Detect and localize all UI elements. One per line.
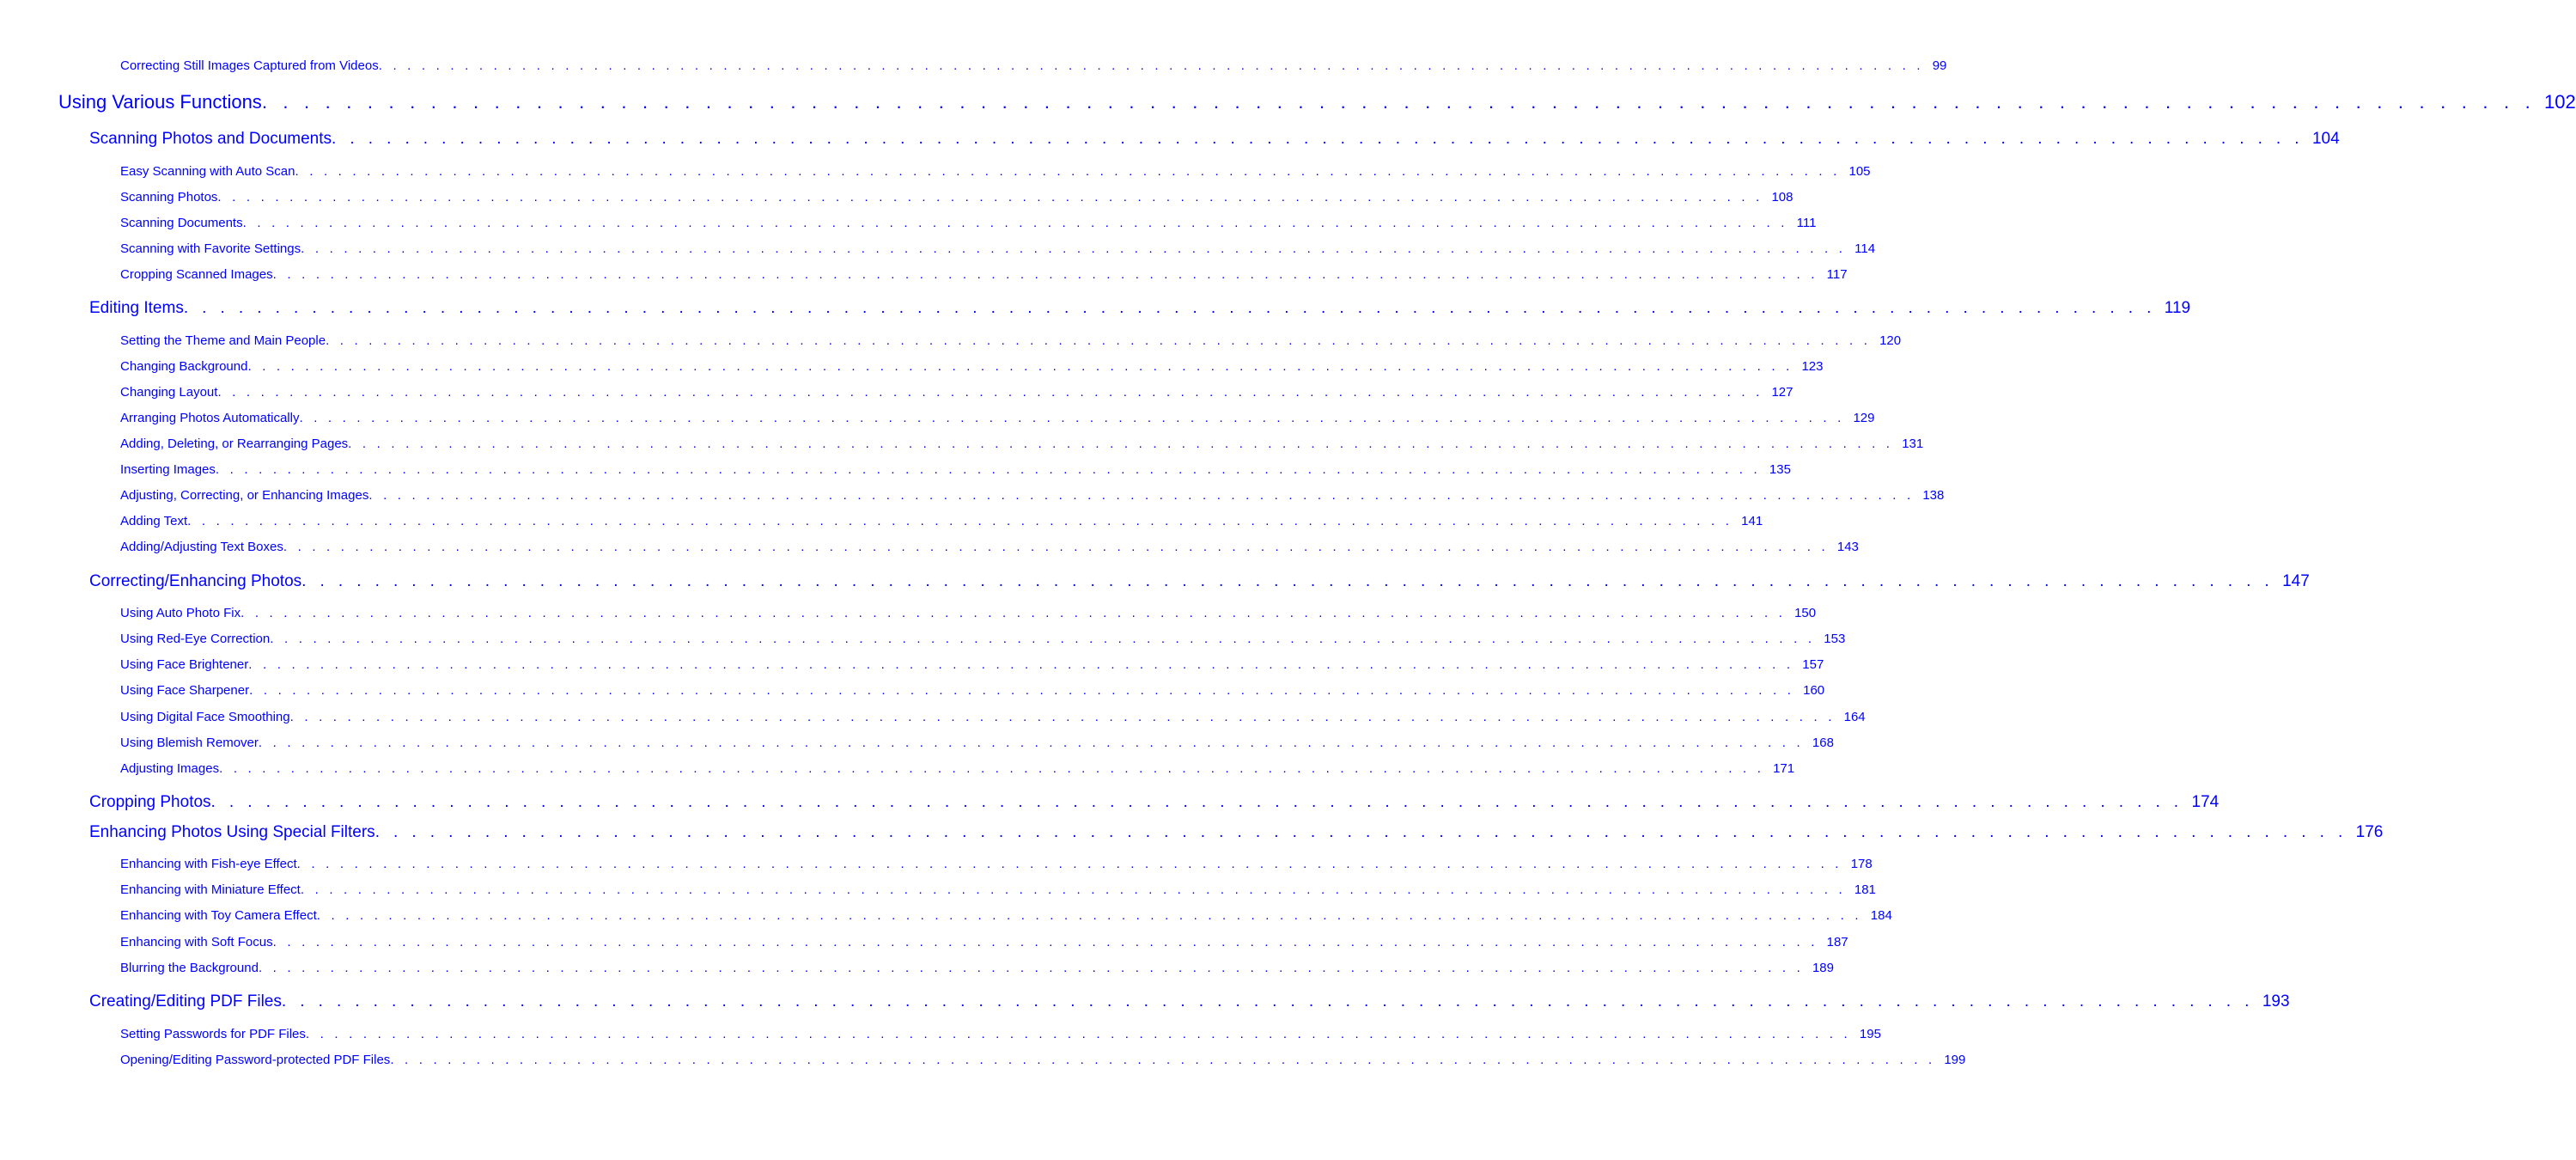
toc-entry-label: Easy Scanning with Auto Scan xyxy=(120,164,295,179)
dot-leader: . . . . . . . . . . . . . . . . . . . . . . . . . . . . . . . . . . . . . . . . . . . . . . . . . . . . . . . . . . . . . . . . . . . . . . . . . . . . . . . . . . . . . . . . . . . . . . . . . . . . . . . . . . . . xyxy=(326,333,1872,348)
toc-entry-page: 127 xyxy=(1771,385,1793,400)
toc-entry-label: Adjusting, Correcting, or Enhancing Images xyxy=(120,488,369,503)
toc-entry-label: Adding Text xyxy=(120,514,188,528)
dot-leader: . . . . . . . . . . . . . . . . . . . . . . . . . . . . . . . . . . . . . . . . . . . . . . . . . . . . . . . . . . . . . . . . . . . . . . . . . . . . . . . . . . . . . . . . . . . . . . . . . . . . . . . . . . . . xyxy=(295,164,1841,179)
toc-entry-label: Creating/Editing PDF Files xyxy=(89,992,282,1010)
toc-entry-label: Enhancing with Soft Focus xyxy=(120,935,273,949)
toc-entry[interactable] xyxy=(120,333,1902,348)
toc-entry-page: 102 xyxy=(2543,91,2576,113)
toc-entry[interactable] xyxy=(120,606,1817,620)
toc-entry-page: 181 xyxy=(1854,882,1876,897)
toc-entry-page: 99 xyxy=(1932,58,1947,73)
dot-leader: . . . . . . . . . . . . . . . . . . . . . . . . . . . . . . . . . . . . . . . . . . . . . . . . . . . . . . . . . . . . . . . . . . . . . . . . . . . . . . . . . . . . . . . . . . . . . . . . . . . . . . . . . . . . xyxy=(242,216,1788,230)
dot-leader: . . . . . . . . . . . . . . . . . . . . . . . . . . . . . . . . . . . . . . . . . . . . . . . . . . . . . . . . . . . . . . . . . . . . . . . . . . . . . . . . . . . . . . . . . . . . . . . . . . . . . . . . . . . . xyxy=(283,540,1829,554)
toc-entry[interactable] xyxy=(120,359,1824,374)
toc-entry-label: Using Blemish Remover xyxy=(120,736,259,750)
toc-entry-page: 117 xyxy=(1826,267,1848,282)
toc-entry[interactable] xyxy=(120,632,1846,646)
toc-entry[interactable] xyxy=(120,462,1791,477)
toc-entry-label: Inserting Images xyxy=(120,462,216,477)
toc-entry[interactable] xyxy=(120,935,1848,949)
toc-entry-page: 174 xyxy=(2191,793,2220,811)
toc-entry[interactable] xyxy=(120,761,1795,776)
toc-entry-page: 187 xyxy=(1826,935,1848,949)
toc-entry-label: Adding/Adjusting Text Boxes xyxy=(120,540,283,554)
toc-entry-page: 176 xyxy=(2355,823,2384,841)
toc-entry-label: Cropping Scanned Images xyxy=(120,267,273,282)
toc-entry-label: Adjusting Images xyxy=(120,761,220,776)
toc-entry-page: 184 xyxy=(1870,908,1892,923)
toc-entry-label: Using Digital Face Smoothing xyxy=(120,710,290,724)
toc-entry-page: 157 xyxy=(1802,657,1824,672)
toc-entry-label: Adding, Deleting, or Rearranging Pages xyxy=(120,437,349,451)
toc-entry-label: Correcting/Enhancing Photos xyxy=(89,572,302,590)
toc-entry-label: Cropping Photos xyxy=(89,793,211,811)
dot-leader: . . . . . . . . . . . . . . . . . . . . . . . . . . . . . . . . . . . . . . . . . . . . . . . . . . . . . . . . . . . . . . . . . . . . . . . . . . . . . . . . . . . . . . . . . . . . . . . . . . . . . . . . . . . . xyxy=(217,190,1763,205)
dot-leader: . . . . . . . . . . . . . . . . . . . . . . . . . . . . . . . . . . . . . . . . . . . . . . . . . . . . . . . . . . . . . . . . . . . . . . . . . . . . . . . . . . . . . . . . . . . . . . . . . . . . . . . . . . . . xyxy=(215,462,1761,477)
toc-entry-label: Arranging Photos Automatically xyxy=(120,411,300,425)
toc-entry-label: Enhancing with Fish-eye Effect xyxy=(120,857,297,871)
toc-entry-page: 147 xyxy=(2282,572,2310,590)
toc-entry-label: Scanning with Favorite Settings xyxy=(120,241,301,256)
toc-entry[interactable] xyxy=(120,1053,1966,1067)
toc-entry-label: Changing Layout xyxy=(120,385,218,400)
dot-leader: . . . . . . . . . . . . . . . . . . . . . . . . . . . . . . . . . . . . . . . . . . . . . . . . . . . . . . . . . . . . . . . . . . . . . . . . . . . . . . . . . . . . . . . . . . . . . . . . . . . . . . . . . . . . xyxy=(390,1053,1936,1067)
toc-entry-page: 150 xyxy=(1794,606,1817,620)
toc-entry-page: 171 xyxy=(1773,761,1795,776)
dot-leader: . . . . . . . . . . . . . . . . . . . . . . . . . . . . . . . . . . . . . . . . . . . . . . . . . . . . . . . . . . . . . . . . . . . . . . . . . . . . . . . . . . . . . . . . . . . . . . . . . . . . . . . . . . . . xyxy=(258,736,1804,750)
dot-leader: . . . . . . . . . . . . . . . . . . . . . . . . . . . . . . . . . . . . . . . . . . . . . . . . . . . . . . . . . . . . . . . . . . . . . . . . . . . . . . . . . . . . . . . . . . . . . . . . . . . . . . . . . . . . xyxy=(217,385,1763,400)
toc-entry[interactable] xyxy=(120,882,1876,897)
toc-entry[interactable] xyxy=(120,488,1945,503)
dot-leader: . . . . . . . . . . . . . . . . . . . . . . . . . . . . . . . . . . . . . . . . . . . . . . . . . . . . . . . . . . . . . . . . . . . . . . . . . . . . . . . . . . . . . . . . . . . . . . . . . . . . . . . . . . . . xyxy=(272,267,1818,282)
toc-entry[interactable] xyxy=(89,793,2220,812)
toc-entry-label: Using Various Functions xyxy=(58,91,262,113)
toc-entry[interactable] xyxy=(120,857,1873,871)
dot-leader: . . . . . . . . . . . . . . . . . . . . . . . . . . . . . . . . . . . . . . . . . . . . . . . . . . . . . . . . . . . . . . . . . . . . . . . . . . . . . . . . . . . . . . . . . . . . . . . . . . . . . . . . . . . . xyxy=(332,130,2304,148)
toc-entry-label: Setting Passwords for PDF Files xyxy=(120,1027,306,1041)
toc-entry-page: 141 xyxy=(1741,514,1763,528)
dot-leader: . . . . . . . . . . . . . . . . . . . . . . . . . . . . . . . . . . . . . . . . . . . . . . . . . . . . . . . . . . . . . . . . . . . . . . . . . . . . . . . . . . . . . . . . . . . . . . . . . . . . . . . . . . . . xyxy=(281,992,2254,1010)
toc-entry-label: Enhancing with Toy Camera Effect xyxy=(120,908,317,923)
toc-entry-page: 143 xyxy=(1836,540,1859,554)
toc-entry-page: 138 xyxy=(1922,488,1945,503)
dot-leader: . . . . . . . . . . . . . . . . . . . . . . . . . . . . . . . . . . . . . . . . . . . . . . . . . . . . . . . . . . . . . . . . . . . . . . . . . . . . . . . . . . . . . . . . . . . . . . . . . . . . . . . . . . . . xyxy=(219,761,1765,776)
dot-leader: . . . . . . . . . . . . . . . . . . . . . . . . . . . . . . . . . . . . . . . . . . . . . . . . . . . . . . . . . . . . . . . . . . . . . . . . . . . . . . . . . . . . . . . . . . . . . . . . . . . . . . . . . . . . xyxy=(249,683,1795,698)
toc-entry-page: 189 xyxy=(1812,961,1834,975)
toc-entry[interactable] xyxy=(120,657,1824,672)
toc-entry-label: Using Face Sharpener xyxy=(120,683,250,698)
dot-leader: . . . . . . . . . . . . . . . . . . . . . . . . . . . . . . . . . . . . . . . . . . . . . . . . . . . . . . . . . . . . . . . . . . . . . . . . . . . . . . . . . . . . . . . . . . . . . . . . . . . . . . . . . . . . xyxy=(272,935,1818,949)
toc-entry[interactable] xyxy=(58,91,2576,113)
toc-entry[interactable] xyxy=(89,130,2340,149)
toc-entry[interactable] xyxy=(89,572,2310,591)
toc-entry-label: Opening/Editing Password-protected PDF Files xyxy=(120,1053,391,1067)
dot-leader: . . . . . . . . . . . . . . . . . . . . . . . . . . . . . . . . . . . . . . . . . . . . . . . . . . . . . . . . . . . . . . . . . . . . . . . . . . . . . . . . . . . . . . . . . . . . . . . . . . . . . . . . . . . . xyxy=(289,710,1836,724)
toc-entry-page: 131 xyxy=(1902,437,1924,451)
dot-leader: . . . . . . . . . . . . . . . . . . . . . . . . . . . . . . . . . . . . . . . . . . . . . . . . . . . . . . . . . . . . . . . . . . . . . . . . . . . . . . . . . . . . . . . . . . . . . . . . . . . . . . . . . . . . xyxy=(187,514,1733,528)
toc-entry-page: 129 xyxy=(1853,411,1875,425)
toc-entry-label: Editing Items xyxy=(89,299,184,317)
toc-entry[interactable] xyxy=(120,736,1834,750)
toc-entry[interactable] xyxy=(89,823,2384,842)
toc-entry-page: 164 xyxy=(1843,710,1866,724)
toc-entry[interactable] xyxy=(120,58,1947,73)
toc-entry[interactable] xyxy=(120,710,1866,724)
toc-entry-label: Correcting Still Images Captured from Videos xyxy=(120,58,379,73)
toc-entry-page: 153 xyxy=(1824,632,1846,646)
toc-entry[interactable] xyxy=(120,216,1817,230)
toc-entry[interactable] xyxy=(120,908,1892,923)
toc-entry[interactable] xyxy=(120,411,1875,425)
dot-leader: . . . . . . . . . . . . . . . . . . . . . . . . . . . . . . . . . . . . . . . . . . . . . . . . . . . . . . . . . . . . . . . . . . . . . . . . . . . . . . . . . . . . . . . . . . . . . . . . . . . . . . . . . . . . xyxy=(301,572,2275,590)
toc-entry-label: Setting the Theme and Main People xyxy=(120,333,326,348)
toc-entry[interactable] xyxy=(120,1027,1881,1041)
dot-leader: . . . . . . . . . . . . . . . . . . . . . . . . . . . . . . . . . . . . . . . . . . . . . . . . . . . . . . . . . . . . . . . . . . . . . . . . . . . . . . . . . . . . . . . . . . . . . . . . . . . . . . . . . . . . xyxy=(316,908,1862,923)
toc-entry-page: 160 xyxy=(1803,683,1825,698)
dot-leader: . . . . . . . . . . . . . . . . . . . . . . . . . . . . . . . . . . . . . . . . . . . . . . . . . . . . . . . . . . . . . . . . . . . . . . . . . . . . . . . . . . . . . . . . . . . . . . . . . . . . . . . . . . . . xyxy=(348,437,1894,451)
dot-leader: . . . . . . . . . . . . . . . . . . . . . . . . . . . . . . . . . . . . . . . . . . . . . . . . . . . . . . . . . . . . . . . . . . . . . . . . . . . . . . . . . . . . . . . . . . . . . . . . . . . . . . . . . . . . xyxy=(300,882,1846,897)
toc-entry[interactable] xyxy=(120,267,1848,282)
toc-entry-page: 119 xyxy=(2164,299,2191,317)
toc-entry-page: 168 xyxy=(1812,736,1834,750)
toc-entry-page: 135 xyxy=(1769,462,1791,477)
toc-entry[interactable] xyxy=(89,992,2290,1011)
toc-entry-label: Enhancing Photos Using Special Filters xyxy=(89,823,375,841)
toc-entry[interactable] xyxy=(120,164,1871,179)
dot-leader: . . . . . . . . . . . . . . . . . . . . . . . . . . . . . . . . . . . . . . . . . . . . . . . . . . . . . . . . . . . . . . . . . . . . . . . . . . . . . . . . . . . . . . . . . . . . . . . . . . . . . . . . . . . . xyxy=(248,657,1794,672)
toc-entry-page: 104 xyxy=(2311,130,2340,148)
dot-leader: . . . . . . . . . . . . . . . . . . . . . . . . . . . . . . . . . . . . . . . . . . . . . . . . . . . . . . . . . . . . . . . . . . . . . . . . . . . . . . . . . . . . . . . . . . . . . . . . . . . . . . . . . . . . xyxy=(247,359,1793,374)
toc-entry-label: Changing Background xyxy=(120,359,248,374)
toc-entry-label: Using Red-Eye Correction xyxy=(120,632,271,646)
toc-entry-label: Using Face Brightener xyxy=(120,657,249,672)
toc-entry-label: Using Auto Photo Fix xyxy=(120,606,241,620)
toc-entry[interactable] xyxy=(120,437,1924,451)
toc-entry[interactable] xyxy=(120,540,1859,554)
dot-leader: . . . . . . . . . . . . . . . . . . . . . . . . . . . . . . . . . . . . . . . . . . . . . . . . . . . . . . . . . . . . . . . . . . . . . . . . . . . . . . . . . . . . . . . . . . . . . . . . . . . . . . . . . . . . xyxy=(378,58,1924,73)
dot-leader: . . . . . . . . . . . . . . . . . . . . . . . . . . . . . . . . . . . . . . . . . . . . . . . . . . . . . . . . . . . . . . . . . . . . . . . . . . . . . . . . . . . . . . . . . . . . . . . . . . . . . . . . . . . . xyxy=(261,91,2536,113)
dot-leader: . . . . . . . . . . . . . . . . . . . . . . . . . . . . . . . . . . . . . . . . . . . . . . . . . . . . . . . . . . . . . . . . . . . . . . . . . . . . . . . . . . . . . . . . . . . . . . . . . . . . . . . . . . . . xyxy=(368,488,1915,503)
toc-entry[interactable] xyxy=(120,241,1876,256)
toc-entry[interactable] xyxy=(89,299,2191,318)
toc-entry-page: 111 xyxy=(1796,216,1817,230)
dot-leader: . . . . . . . . . . . . . . . . . . . . . . . . . . . . . . . . . . . . . . . . . . . . . . . . . . . . . . . . . . . . . . . . . . . . . . . . . . . . . . . . . . . . . . . . . . . . . . . . . . . . . . . . . . . . xyxy=(296,857,1842,871)
dot-leader: . . . . . . . . . . . . . . . . . . . . . . . . . . . . . . . . . . . . . . . . . . . . . . . . . . . . . . . . . . . . . . . . . . . . . . . . . . . . . . . . . . . . . . . . . . . . . . . . . . . . . . . . . . . . xyxy=(270,632,1816,646)
toc-entry-label: Scanning Photos and Documents xyxy=(89,130,332,148)
toc-entry-label: Blurring the Background xyxy=(120,961,259,975)
toc-entry-page: 178 xyxy=(1850,857,1873,871)
toc-entry-page: 199 xyxy=(1944,1053,1966,1067)
dot-leader: . . . . . . . . . . . . . . . . . . . . . . . . . . . . . . . . . . . . . . . . . . . . . . . . . . . . . . . . . . . . . . . . . . . . . . . . . . . . . . . . . . . . . . . . . . . . . . . . . . . . . . . . . . . . xyxy=(299,411,1845,425)
toc-entry-page: 114 xyxy=(1854,241,1876,256)
toc-entry[interactable] xyxy=(120,190,1793,205)
toc-entry-label: Enhancing with Miniature Effect xyxy=(120,882,301,897)
dot-leader: . . . . . . . . . . . . . . . . . . . . . . . . . . . . . . . . . . . . . . . . . . . . . . . . . . . . . . . . . . . . . . . . . . . . . . . . . . . . . . . . . . . . . . . . . . . . . . . . . . . . . . . . . . . . xyxy=(301,241,1847,256)
toc-entry-page: 123 xyxy=(1801,359,1824,374)
toc-entry-label: Scanning Documents xyxy=(120,216,243,230)
toc-entry-page: 195 xyxy=(1859,1027,1881,1041)
toc-entry[interactable] xyxy=(120,683,1825,698)
dot-leader: . . . . . . . . . . . . . . . . . . . . . . . . . . . . . . . . . . . . . . . . . . . . . . . . . . . . . . . . . . . . . . . . . . . . . . . . . . . . . . . . . . . . . . . . . . . . . . . . . . . . . . . . . . . . xyxy=(241,606,1787,620)
dot-leader: . . . . . . . . . . . . . . . . . . . . . . . . . . . . . . . . . . . . . . . . . . . . . . . . . . . . . . . . . . . . . . . . . . . . . . . . . . . . . . . . . . . . . . . . . . . . . . . . . . . . . . . . . . . . xyxy=(210,793,2183,811)
toc-entry-page: 120 xyxy=(1879,333,1902,348)
toc-entry[interactable] xyxy=(120,961,1834,975)
toc-entry[interactable] xyxy=(120,514,1763,528)
toc-entry-label: Scanning Photos xyxy=(120,190,218,205)
toc-entry-page: 108 xyxy=(1771,190,1793,205)
toc-entry-page: 193 xyxy=(2262,992,2290,1010)
dot-leader: . . . . . . . . . . . . . . . . . . . . . . . . . . . . . . . . . . . . . . . . . . . . . . . . . . . . . . . . . . . . . . . . . . . . . . . . . . . . . . . . . . . . . . . . . . . . . . . . . . . . . . . . . . . . xyxy=(305,1027,1851,1041)
dot-leader: . . . . . . . . . . . . . . . . . . . . . . . . . . . . . . . . . . . . . . . . . . . . . . . . . . . . . . . . . . . . . . . . . . . . . . . . . . . . . . . . . . . . . . . . . . . . . . . . . . . . . . . . . . . . xyxy=(375,823,2348,841)
dot-leader: . . . . . . . . . . . . . . . . . . . . . . . . . . . . . . . . . . . . . . . . . . . . . . . . . . . . . . . . . . . . . . . . . . . . . . . . . . . . . . . . . . . . . . . . . . . . . . . . . . . . . . . . . . . . xyxy=(258,961,1804,975)
toc-entry-page: 105 xyxy=(1848,164,1871,179)
dot-leader: . . . . . . . . . . . . . . . . . . . . . . . . . . . . . . . . . . . . . . . . . . . . . . . . . . . . . . . . . . . . . . . . . . . . . . . . . . . . . . . . . . . . . . . . . . . . . . . . . . . . . . . . . . . . xyxy=(183,299,2156,317)
toc-entry[interactable] xyxy=(120,385,1793,400)
